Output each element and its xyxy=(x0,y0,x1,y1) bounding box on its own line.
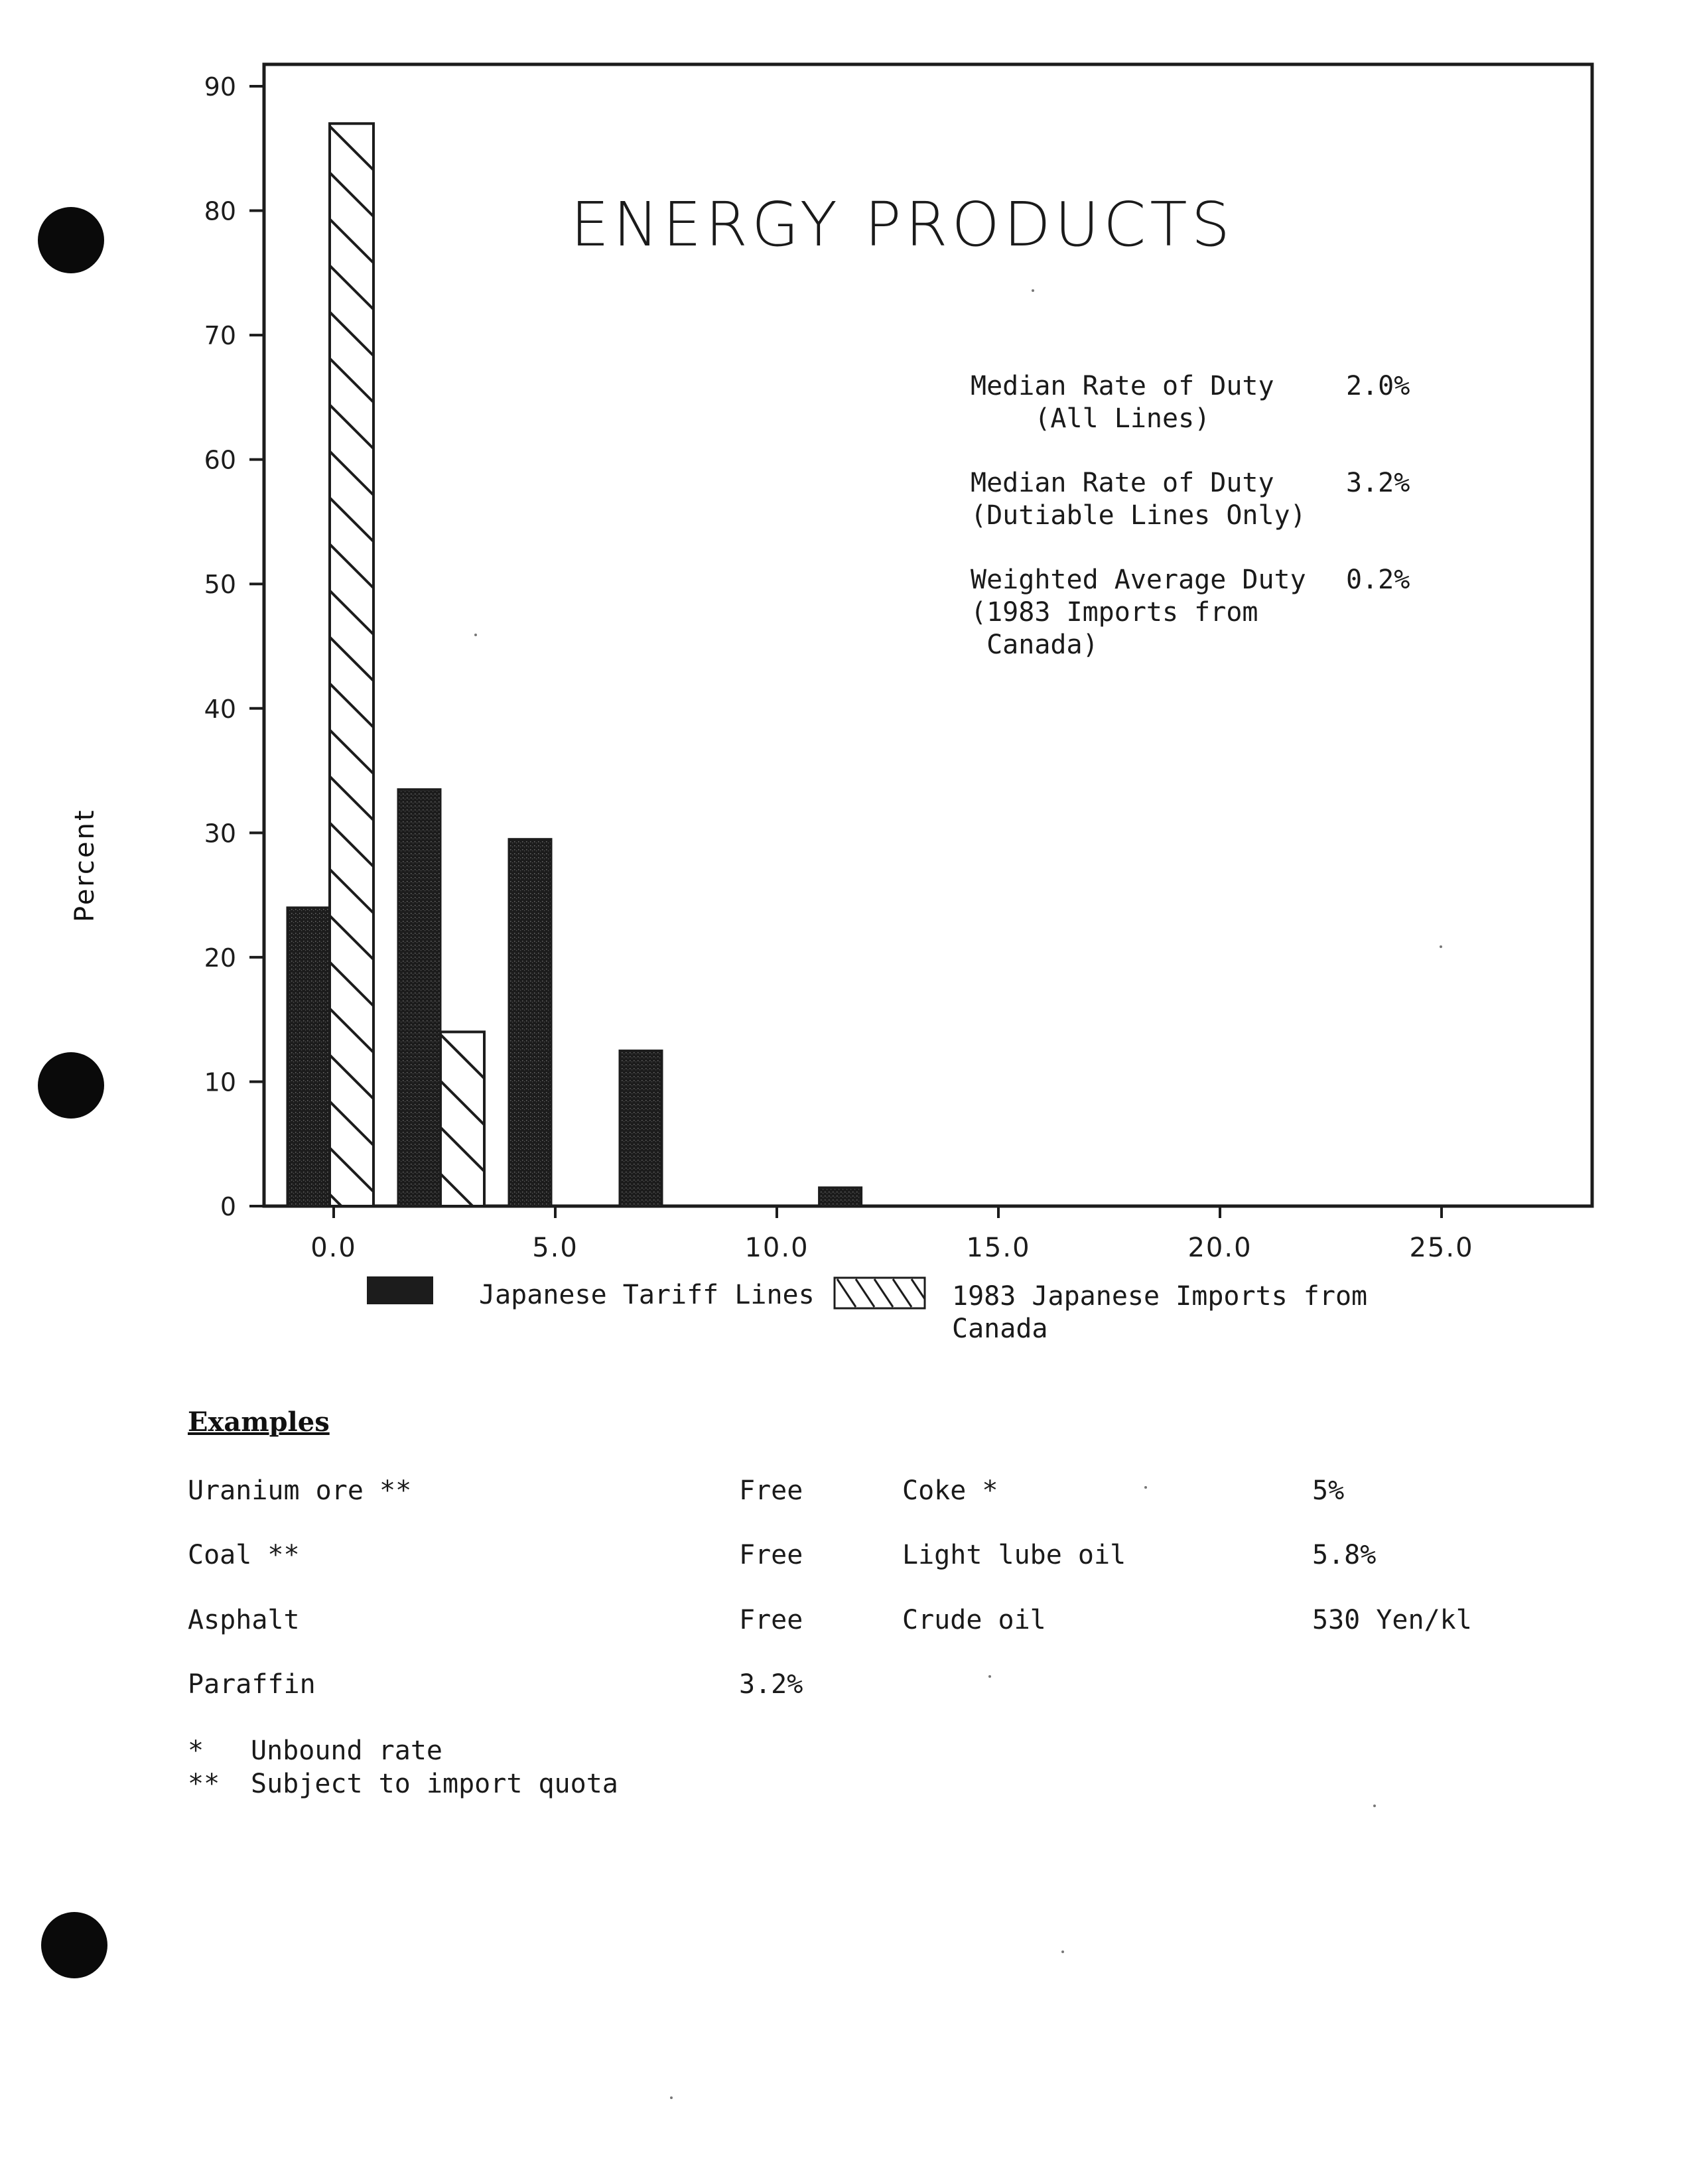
y-tick-label: 0 xyxy=(220,1192,236,1221)
footnote-text: Unbound rate xyxy=(251,1736,442,1766)
hatch-line xyxy=(440,988,484,1032)
y-tick-label: 20 xyxy=(204,943,236,973)
bar-imports-from-canada xyxy=(440,988,484,1217)
stat-weighted-average xyxy=(971,564,1448,661)
example-name: Coal ** xyxy=(188,1540,300,1570)
stat-label: Median Rate of Duty (All Lines) xyxy=(971,371,1274,434)
example-rate: 530 Yen/kl xyxy=(1312,1605,1472,1635)
y-axis-label: Percent xyxy=(70,808,100,922)
example-rate: 3.2% xyxy=(739,1669,803,1700)
stat-label: Median Rate of Duty (Dutiable Lines Only) xyxy=(971,468,1306,531)
bar-tariff-lines xyxy=(819,1188,862,1206)
x-tick-label: 0.0 xyxy=(310,1233,357,1263)
scan-speck xyxy=(1032,289,1034,292)
chart-title: ENERGY PRODUCTS xyxy=(571,189,1234,260)
example-name: Uranium ore ** xyxy=(188,1475,412,1506)
example-rate: 5.8% xyxy=(1312,1540,1377,1570)
stat-label: Weighted Average Duty (1983 Imports from Canada) xyxy=(971,565,1306,660)
x-tick-label: 15.0 xyxy=(966,1233,1031,1263)
example-rate: Free xyxy=(739,1540,803,1570)
footnote xyxy=(188,1734,618,1767)
y-tick-label: 10 xyxy=(204,1067,236,1097)
scan-speck xyxy=(1061,1950,1064,1953)
x-tick-label: 10.0 xyxy=(744,1233,809,1263)
footnote xyxy=(188,1767,618,1801)
scan-speck xyxy=(670,2096,673,2099)
scan-speck xyxy=(1373,1805,1376,1807)
legend-label-tariff-lines: Japanese Tariff Lines xyxy=(479,1280,815,1310)
bar-imports-from-canada xyxy=(330,80,373,1238)
footnote-mark: * xyxy=(188,1736,204,1766)
y-tick-label: 90 xyxy=(204,72,236,102)
hatch-line xyxy=(330,80,373,123)
example-name: Paraffin xyxy=(188,1669,316,1700)
y-tick-label: 60 xyxy=(204,445,236,475)
stat-median-dutiable xyxy=(971,467,1448,532)
x-tick-label: 20.0 xyxy=(1187,1233,1252,1263)
example-name: Crude oil xyxy=(902,1605,1046,1635)
footnotes xyxy=(188,1734,618,1801)
legend-swatch-tariff-lines xyxy=(367,1276,433,1304)
stat-median-all xyxy=(971,370,1448,435)
stat-value: 0.2% xyxy=(1346,565,1410,595)
legend-swatch-imports xyxy=(833,1276,926,1310)
x-tick-label: 25.0 xyxy=(1409,1233,1474,1263)
footnote-text: Subject to import quota xyxy=(251,1769,618,1799)
example-name: Light lube oil xyxy=(902,1540,1126,1570)
footnote-mark: ** xyxy=(188,1769,220,1799)
example-rate: Free xyxy=(739,1475,803,1506)
y-tick-label: 30 xyxy=(204,819,236,849)
stat-value: 2.0% xyxy=(1346,371,1410,401)
y-tick-label: 70 xyxy=(204,321,236,351)
scan-speck xyxy=(988,1675,991,1678)
stats-panel xyxy=(971,370,1448,693)
legend-label-imports: 1983 Japanese Imports from Canada xyxy=(952,1281,1368,1344)
bar-tariff-lines xyxy=(509,839,551,1206)
example-rate: 5% xyxy=(1312,1475,1345,1506)
bar-tariff-lines xyxy=(287,908,330,1206)
bar-tariff-lines xyxy=(620,1051,662,1206)
y-tick-label: 50 xyxy=(204,570,236,600)
stat-value: 3.2% xyxy=(1346,468,1410,498)
y-tick-label: 80 xyxy=(204,196,236,226)
example-name: Coke * xyxy=(902,1475,998,1506)
scan-speck xyxy=(474,634,477,636)
x-tick-label: 5.0 xyxy=(532,1233,578,1263)
scan-speck xyxy=(1144,1486,1147,1489)
bar-tariff-lines xyxy=(398,789,440,1206)
example-rate: Free xyxy=(739,1605,803,1635)
y-tick-label: 40 xyxy=(204,694,236,724)
scan-speck xyxy=(1440,945,1442,948)
examples-heading: Examples xyxy=(188,1406,330,1438)
example-name: Asphalt xyxy=(188,1605,300,1635)
